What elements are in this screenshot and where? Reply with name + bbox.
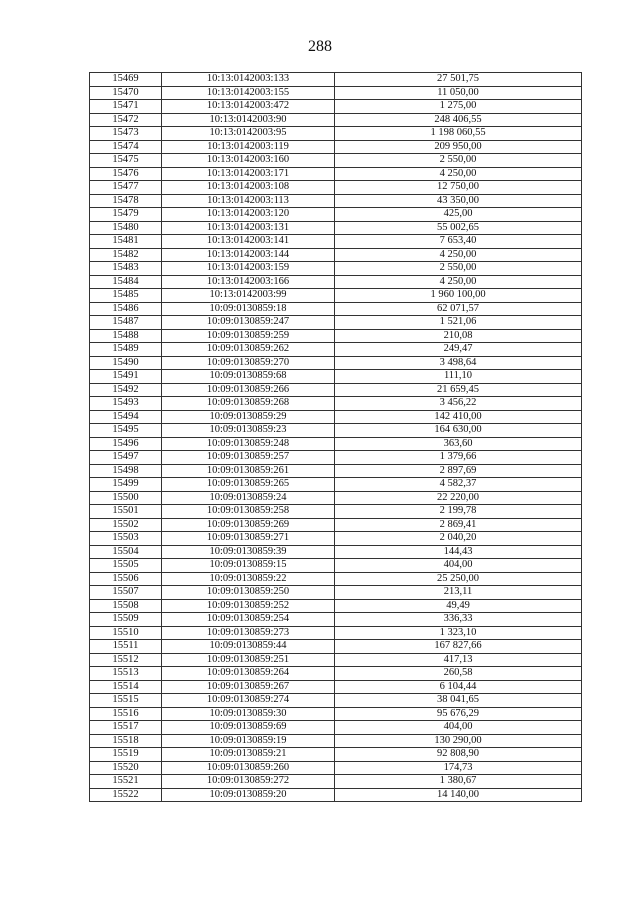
amount-cell: 1 275,00: [335, 100, 582, 114]
table-row: [90, 505, 582, 519]
table-row: [90, 667, 582, 681]
cadastral-number-cell: 10:09:0130859:39: [162, 545, 335, 559]
row-number-cell: 15512: [90, 653, 162, 667]
row-number-cell: 15479: [90, 208, 162, 222]
table-row: [90, 572, 582, 586]
cadastral-number-cell: 10:13:0142003:144: [162, 248, 335, 262]
row-number-cell: 15472: [90, 113, 162, 127]
row-number-cell: 15502: [90, 518, 162, 532]
table-row: [90, 734, 582, 748]
cadastral-number-cell: 10:09:0130859:24: [162, 491, 335, 505]
amount-cell: 3 456,22: [335, 397, 582, 411]
table-row: [90, 410, 582, 424]
cadastral-number-cell: 10:09:0130859:252: [162, 599, 335, 613]
amount-cell: 425,00: [335, 208, 582, 222]
amount-cell: 38 041,65: [335, 694, 582, 708]
table-row: [90, 599, 582, 613]
row-number-cell: 15474: [90, 140, 162, 154]
table-row: [90, 208, 582, 222]
cadastral-number-cell: 10:13:0142003:166: [162, 275, 335, 289]
table-row: [90, 640, 582, 654]
table-row: [90, 478, 582, 492]
amount-cell: 2 040,20: [335, 532, 582, 546]
row-number-cell: 15486: [90, 302, 162, 316]
amount-cell: 95 676,29: [335, 707, 582, 721]
table-row: [90, 775, 582, 789]
table-row: [90, 532, 582, 546]
amount-cell: 1 960 100,00: [335, 289, 582, 303]
cadastral-number-cell: 10:13:0142003:472: [162, 100, 335, 114]
row-number-cell: 15476: [90, 167, 162, 181]
amount-cell: 2 550,00: [335, 262, 582, 276]
table-row: [90, 761, 582, 775]
row-number-cell: 15477: [90, 181, 162, 195]
row-number-cell: 15485: [90, 289, 162, 303]
row-number-cell: 15484: [90, 275, 162, 289]
table-row: [90, 788, 582, 802]
row-number-cell: 15488: [90, 329, 162, 343]
cadastral-number-cell: 10:09:0130859:262: [162, 343, 335, 357]
row-number-cell: 15505: [90, 559, 162, 573]
amount-cell: 210,08: [335, 329, 582, 343]
table-row: [90, 694, 582, 708]
page-number: 288: [308, 38, 332, 55]
table-row: [90, 356, 582, 370]
table-row: [90, 248, 582, 262]
amount-cell: 11 050,00: [335, 86, 582, 100]
row-number-cell: 15482: [90, 248, 162, 262]
table-row: [90, 167, 582, 181]
row-number-cell: 15475: [90, 154, 162, 168]
row-number-cell: 15517: [90, 721, 162, 735]
registry-table: [89, 72, 582, 802]
cadastral-number-cell: 10:09:0130859:20: [162, 788, 335, 802]
row-number-cell: 15518: [90, 734, 162, 748]
row-number-cell: 15499: [90, 478, 162, 492]
table-row: [90, 343, 582, 357]
cadastral-number-cell: 10:13:0142003:120: [162, 208, 335, 222]
cadastral-number-cell: 10:09:0130859:271: [162, 532, 335, 546]
amount-cell: 62 071,57: [335, 302, 582, 316]
table-row: [90, 437, 582, 451]
table-row: [90, 154, 582, 168]
amount-cell: 6 104,44: [335, 680, 582, 694]
table-row: [90, 73, 582, 87]
row-number-cell: 15515: [90, 694, 162, 708]
amount-cell: 248 406,55: [335, 113, 582, 127]
cadastral-number-cell: 10:13:0142003:171: [162, 167, 335, 181]
cadastral-number-cell: 10:13:0142003:133: [162, 73, 335, 87]
amount-cell: 209 950,00: [335, 140, 582, 154]
table-row: [90, 748, 582, 762]
cadastral-number-cell: 10:09:0130859:254: [162, 613, 335, 627]
table-row: [90, 316, 582, 330]
amount-cell: 260,58: [335, 667, 582, 681]
amount-cell: 21 659,45: [335, 383, 582, 397]
cadastral-number-cell: 10:09:0130859:247: [162, 316, 335, 330]
row-number-cell: 15491: [90, 370, 162, 384]
cadastral-number-cell: 10:09:0130859:258: [162, 505, 335, 519]
cadastral-number-cell: 10:09:0130859:21: [162, 748, 335, 762]
amount-cell: 1 521,06: [335, 316, 582, 330]
cadastral-number-cell: 10:13:0142003:90: [162, 113, 335, 127]
cadastral-number-cell: 10:09:0130859:257: [162, 451, 335, 465]
table-row: [90, 383, 582, 397]
amount-cell: 404,00: [335, 559, 582, 573]
table-row: [90, 653, 582, 667]
row-number-cell: 15521: [90, 775, 162, 789]
row-number-cell: 15492: [90, 383, 162, 397]
table-row: [90, 586, 582, 600]
cadastral-number-cell: 10:09:0130859:259: [162, 329, 335, 343]
amount-cell: 336,33: [335, 613, 582, 627]
table-row: [90, 397, 582, 411]
cadastral-number-cell: 10:13:0142003:113: [162, 194, 335, 208]
table-row: [90, 235, 582, 249]
amount-cell: 2 550,00: [335, 154, 582, 168]
row-number-cell: 15498: [90, 464, 162, 478]
cadastral-number-cell: 10:09:0130859:251: [162, 653, 335, 667]
row-number-cell: 15522: [90, 788, 162, 802]
cadastral-number-cell: 10:09:0130859:68: [162, 370, 335, 384]
row-number-cell: 15497: [90, 451, 162, 465]
cadastral-number-cell: 10:13:0142003:160: [162, 154, 335, 168]
cadastral-number-cell: 10:13:0142003:95: [162, 127, 335, 141]
cadastral-number-cell: 10:09:0130859:19: [162, 734, 335, 748]
table-row: [90, 86, 582, 100]
amount-cell: 1 323,10: [335, 626, 582, 640]
table-row: [90, 721, 582, 735]
row-number-cell: 15520: [90, 761, 162, 775]
row-number-cell: 15504: [90, 545, 162, 559]
amount-cell: 27 501,75: [335, 73, 582, 87]
amount-cell: 363,60: [335, 437, 582, 451]
table-row: [90, 559, 582, 573]
table-row: [90, 424, 582, 438]
row-number-cell: 15519: [90, 748, 162, 762]
cadastral-number-cell: 10:09:0130859:269: [162, 518, 335, 532]
cadastral-number-cell: 10:13:0142003:141: [162, 235, 335, 249]
amount-cell: 22 220,00: [335, 491, 582, 505]
amount-cell: 174,73: [335, 761, 582, 775]
amount-cell: 164 630,00: [335, 424, 582, 438]
row-number-cell: 15471: [90, 100, 162, 114]
amount-cell: 130 290,00: [335, 734, 582, 748]
table-row: [90, 262, 582, 276]
cadastral-number-cell: 10:09:0130859:69: [162, 721, 335, 735]
table-row: [90, 491, 582, 505]
amount-cell: 92 808,90: [335, 748, 582, 762]
row-number-cell: 15489: [90, 343, 162, 357]
cadastral-number-cell: 10:13:0142003:155: [162, 86, 335, 100]
table-row: [90, 329, 582, 343]
amount-cell: 4 582,37: [335, 478, 582, 492]
table-row: [90, 181, 582, 195]
table-row: [90, 275, 582, 289]
cadastral-number-cell: 10:13:0142003:119: [162, 140, 335, 154]
amount-cell: 2 869,41: [335, 518, 582, 532]
amount-cell: 3 498,64: [335, 356, 582, 370]
table-row: [90, 545, 582, 559]
cadastral-number-cell: 10:09:0130859:30: [162, 707, 335, 721]
row-number-cell: 15478: [90, 194, 162, 208]
cadastral-number-cell: 10:09:0130859:270: [162, 356, 335, 370]
table-row: [90, 626, 582, 640]
cadastral-number-cell: 10:09:0130859:260: [162, 761, 335, 775]
cadastral-number-cell: 10:09:0130859:273: [162, 626, 335, 640]
table-row: [90, 613, 582, 627]
amount-cell: 43 350,00: [335, 194, 582, 208]
row-number-cell: 15513: [90, 667, 162, 681]
cadastral-number-cell: 10:09:0130859:268: [162, 397, 335, 411]
row-number-cell: 15508: [90, 599, 162, 613]
cadastral-number-cell: 10:09:0130859:266: [162, 383, 335, 397]
table-row: [90, 451, 582, 465]
row-number-cell: 15493: [90, 397, 162, 411]
amount-cell: 49,49: [335, 599, 582, 613]
amount-cell: 111,10: [335, 370, 582, 384]
table-row: [90, 113, 582, 127]
row-number-cell: 15510: [90, 626, 162, 640]
table-row: [90, 707, 582, 721]
cadastral-number-cell: 10:13:0142003:99: [162, 289, 335, 303]
row-number-cell: 15481: [90, 235, 162, 249]
cadastral-number-cell: 10:09:0130859:248: [162, 437, 335, 451]
amount-cell: 55 002,65: [335, 221, 582, 235]
amount-cell: 2 199,78: [335, 505, 582, 519]
amount-cell: 4 250,00: [335, 167, 582, 181]
amount-cell: 4 250,00: [335, 248, 582, 262]
amount-cell: 12 750,00: [335, 181, 582, 195]
row-number-cell: 15487: [90, 316, 162, 330]
row-number-cell: 15469: [90, 73, 162, 87]
amount-cell: 167 827,66: [335, 640, 582, 654]
table-row: [90, 194, 582, 208]
cadastral-number-cell: 10:09:0130859:267: [162, 680, 335, 694]
amount-cell: 417,13: [335, 653, 582, 667]
row-number-cell: 15511: [90, 640, 162, 654]
table-row: [90, 464, 582, 478]
amount-cell: 1 379,66: [335, 451, 582, 465]
amount-cell: 144,43: [335, 545, 582, 559]
cadastral-number-cell: 10:13:0142003:131: [162, 221, 335, 235]
cadastral-number-cell: 10:09:0130859:261: [162, 464, 335, 478]
table-row: [90, 221, 582, 235]
cadastral-number-cell: 10:09:0130859:272: [162, 775, 335, 789]
amount-cell: 1 380,67: [335, 775, 582, 789]
row-number-cell: 15480: [90, 221, 162, 235]
row-number-cell: 15509: [90, 613, 162, 627]
amount-cell: 1 198 060,55: [335, 127, 582, 141]
row-number-cell: 15500: [90, 491, 162, 505]
cadastral-number-cell: 10:09:0130859:264: [162, 667, 335, 681]
row-number-cell: 15514: [90, 680, 162, 694]
amount-cell: 142 410,00: [335, 410, 582, 424]
cadastral-number-cell: 10:09:0130859:15: [162, 559, 335, 573]
cadastral-number-cell: 10:09:0130859:18: [162, 302, 335, 316]
amount-cell: 2 897,69: [335, 464, 582, 478]
table-row: [90, 680, 582, 694]
row-number-cell: 15506: [90, 572, 162, 586]
cadastral-number-cell: 10:09:0130859:44: [162, 640, 335, 654]
cadastral-number-cell: 10:09:0130859:22: [162, 572, 335, 586]
table-row: [90, 127, 582, 141]
cadastral-number-cell: 10:09:0130859:23: [162, 424, 335, 438]
row-number-cell: 15496: [90, 437, 162, 451]
amount-cell: 213,11: [335, 586, 582, 600]
registry-table-body: [90, 73, 582, 802]
row-number-cell: 15507: [90, 586, 162, 600]
table-row: [90, 289, 582, 303]
row-number-cell: 15503: [90, 532, 162, 546]
amount-cell: 7 653,40: [335, 235, 582, 249]
table-row: [90, 140, 582, 154]
row-number-cell: 15490: [90, 356, 162, 370]
cadastral-number-cell: 10:09:0130859:250: [162, 586, 335, 600]
cadastral-number-cell: 10:13:0142003:108: [162, 181, 335, 195]
cadastral-number-cell: 10:13:0142003:159: [162, 262, 335, 276]
amount-cell: 25 250,00: [335, 572, 582, 586]
amount-cell: 4 250,00: [335, 275, 582, 289]
table-row: [90, 370, 582, 384]
row-number-cell: 15516: [90, 707, 162, 721]
table-row: [90, 302, 582, 316]
row-number-cell: 15473: [90, 127, 162, 141]
amount-cell: 14 140,00: [335, 788, 582, 802]
row-number-cell: 15483: [90, 262, 162, 276]
cadastral-number-cell: 10:09:0130859:265: [162, 478, 335, 492]
row-number-cell: 15495: [90, 424, 162, 438]
table-row: [90, 518, 582, 532]
cadastral-number-cell: 10:09:0130859:274: [162, 694, 335, 708]
row-number-cell: 15494: [90, 410, 162, 424]
cadastral-number-cell: 10:09:0130859:29: [162, 410, 335, 424]
row-number-cell: 15470: [90, 86, 162, 100]
amount-cell: 249,47: [335, 343, 582, 357]
amount-cell: 404,00: [335, 721, 582, 735]
table-row: [90, 100, 582, 114]
row-number-cell: 15501: [90, 505, 162, 519]
